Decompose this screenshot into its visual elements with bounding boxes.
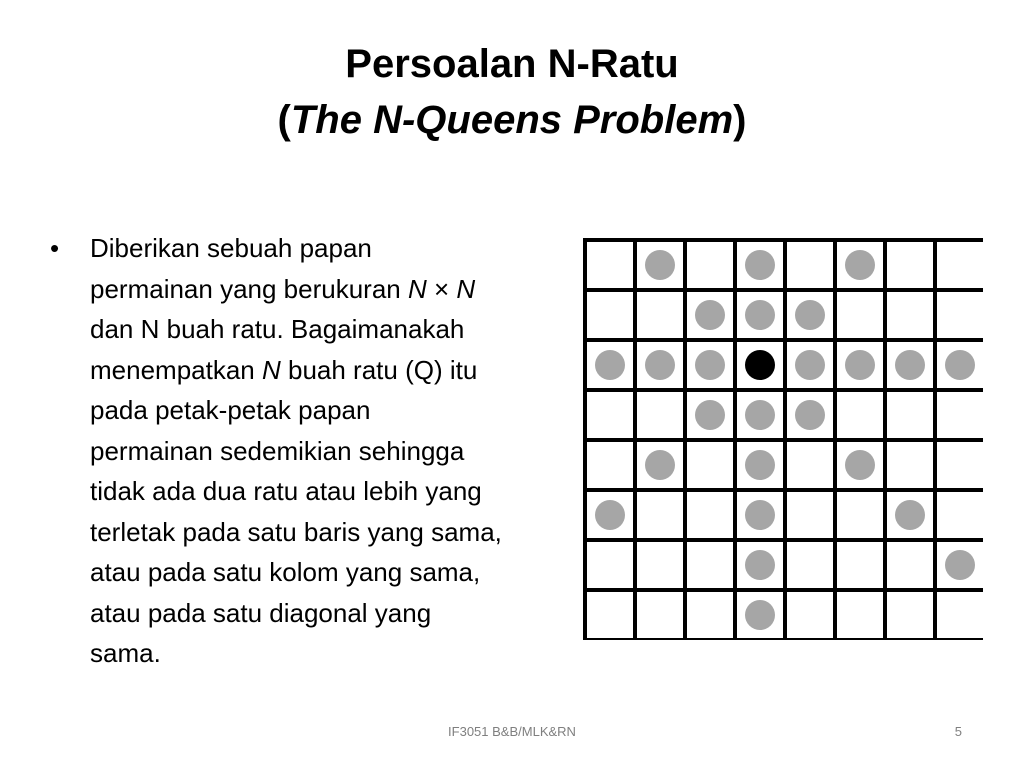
board-cell [737, 592, 783, 638]
board-cell [687, 242, 733, 288]
board-cell [837, 492, 883, 538]
board-cell [737, 542, 783, 588]
attacked-square-marker [795, 350, 825, 380]
board-cell [587, 542, 633, 588]
board-cell [937, 592, 983, 638]
footer-text: IF3051 B&B/MLK&RN [448, 724, 576, 739]
attacked-square-marker [595, 500, 625, 530]
board-cell [637, 592, 683, 638]
bullet-icon: • [50, 233, 60, 263]
board-cell [637, 292, 683, 338]
board-cell [787, 492, 833, 538]
attacked-square-marker [745, 600, 775, 630]
attacked-square-marker [895, 350, 925, 380]
board-cell [587, 592, 633, 638]
board-cell [937, 392, 983, 438]
chessboard [583, 238, 983, 640]
attacked-square-marker [745, 250, 775, 280]
bullet-line: atau pada satu kolom yang sama, [90, 557, 481, 587]
attacked-square-marker [745, 400, 775, 430]
board-cell [887, 242, 933, 288]
board-cell [937, 292, 983, 338]
bullet-line: permainan sedemikian sehingga [90, 435, 465, 466]
bullet-line: menempatkan N buah ratu (Q) itu [90, 354, 478, 385]
board-cell [787, 592, 833, 638]
attacked-square-marker [945, 550, 975, 580]
board-cell [937, 342, 983, 388]
board-cell [787, 442, 833, 488]
board-cell [637, 342, 683, 388]
attacked-square-marker [645, 250, 675, 280]
title-paren-close: ) [733, 98, 747, 142]
board-cell [637, 542, 683, 588]
board-cell [787, 292, 833, 338]
attacked-square-marker [845, 350, 875, 380]
board-cell [587, 242, 633, 288]
board-cell [787, 342, 833, 388]
board-cell [787, 242, 833, 288]
board-cell [787, 542, 833, 588]
attacked-square-marker [895, 500, 925, 530]
board-cell [887, 592, 933, 638]
board-cell [687, 342, 733, 388]
attacked-square-marker [745, 300, 775, 330]
bullet-line: permainan yang berukuran N × N [90, 273, 476, 304]
board-cell [687, 592, 733, 638]
board-cell [937, 242, 983, 288]
board-cell [737, 492, 783, 538]
board-cell [587, 342, 633, 388]
board-cell [587, 492, 633, 538]
title-paren-open: ( [277, 98, 291, 142]
attacked-square-marker [745, 500, 775, 530]
board-cell [737, 392, 783, 438]
board-cell [737, 342, 783, 388]
board-cell [637, 242, 683, 288]
bullet-line: terletak pada satu baris yang sama, [90, 516, 502, 547]
board-cell [787, 392, 833, 438]
board-cell [887, 442, 933, 488]
title-line-1: Persoalan N-Ratu [345, 42, 679, 86]
board-cell [837, 592, 883, 638]
page-number: 5 [954, 724, 962, 739]
board-cell [837, 442, 883, 488]
slide-title [0, 36, 1024, 148]
board-cell [887, 492, 933, 538]
board-cell [687, 442, 733, 488]
board-cell [937, 542, 983, 588]
bullet-line: sama. [90, 638, 161, 668]
title-english: The N-Queens Problem [290, 98, 734, 142]
attacked-square-marker [745, 550, 775, 580]
attacked-square-marker [795, 300, 825, 330]
board-cell [887, 342, 933, 388]
board-cell [887, 292, 933, 338]
board-cell [837, 542, 883, 588]
bullet-text [90, 228, 610, 674]
board-cell [637, 492, 683, 538]
queen-piece [745, 350, 775, 380]
board-cell [887, 542, 933, 588]
board-cell [637, 442, 683, 488]
board-cell [737, 442, 783, 488]
board-cell [837, 242, 883, 288]
board-cell [687, 492, 733, 538]
bullet-line: atau pada satu diagonal yang [90, 597, 432, 628]
attacked-square-marker [695, 300, 725, 330]
board-cell [587, 442, 633, 488]
board-cell [587, 292, 633, 338]
bullet-line: Diberikan sebuah papan [90, 233, 372, 263]
attacked-square-marker [745, 450, 775, 480]
bullet-line: tidak ada dua ratu atau lebih yang [90, 476, 482, 506]
board-cell [837, 392, 883, 438]
board-cell [687, 292, 733, 338]
board-cell [887, 392, 933, 438]
board-cell [637, 392, 683, 438]
bullet-line: dan N buah ratu. Bagaimanakah [90, 314, 465, 344]
attacked-square-marker [945, 350, 975, 380]
attacked-square-marker [845, 450, 875, 480]
bullet-line: pada petak-petak papan [90, 395, 371, 425]
board-cell [737, 242, 783, 288]
attacked-square-marker [695, 400, 725, 430]
board-cell [837, 342, 883, 388]
board-cell [837, 292, 883, 338]
attacked-square-marker [595, 350, 625, 380]
board-cell [587, 392, 633, 438]
attacked-square-marker [645, 350, 675, 380]
board-cell [737, 292, 783, 338]
attacked-square-marker [795, 400, 825, 430]
board-cell [687, 542, 733, 588]
board-cell [937, 442, 983, 488]
attacked-square-marker [845, 250, 875, 280]
board-cell [687, 392, 733, 438]
title-line-2 [0, 92, 1024, 148]
attacked-square-marker [695, 350, 725, 380]
attacked-square-marker [645, 450, 675, 480]
board-cell [937, 492, 983, 538]
